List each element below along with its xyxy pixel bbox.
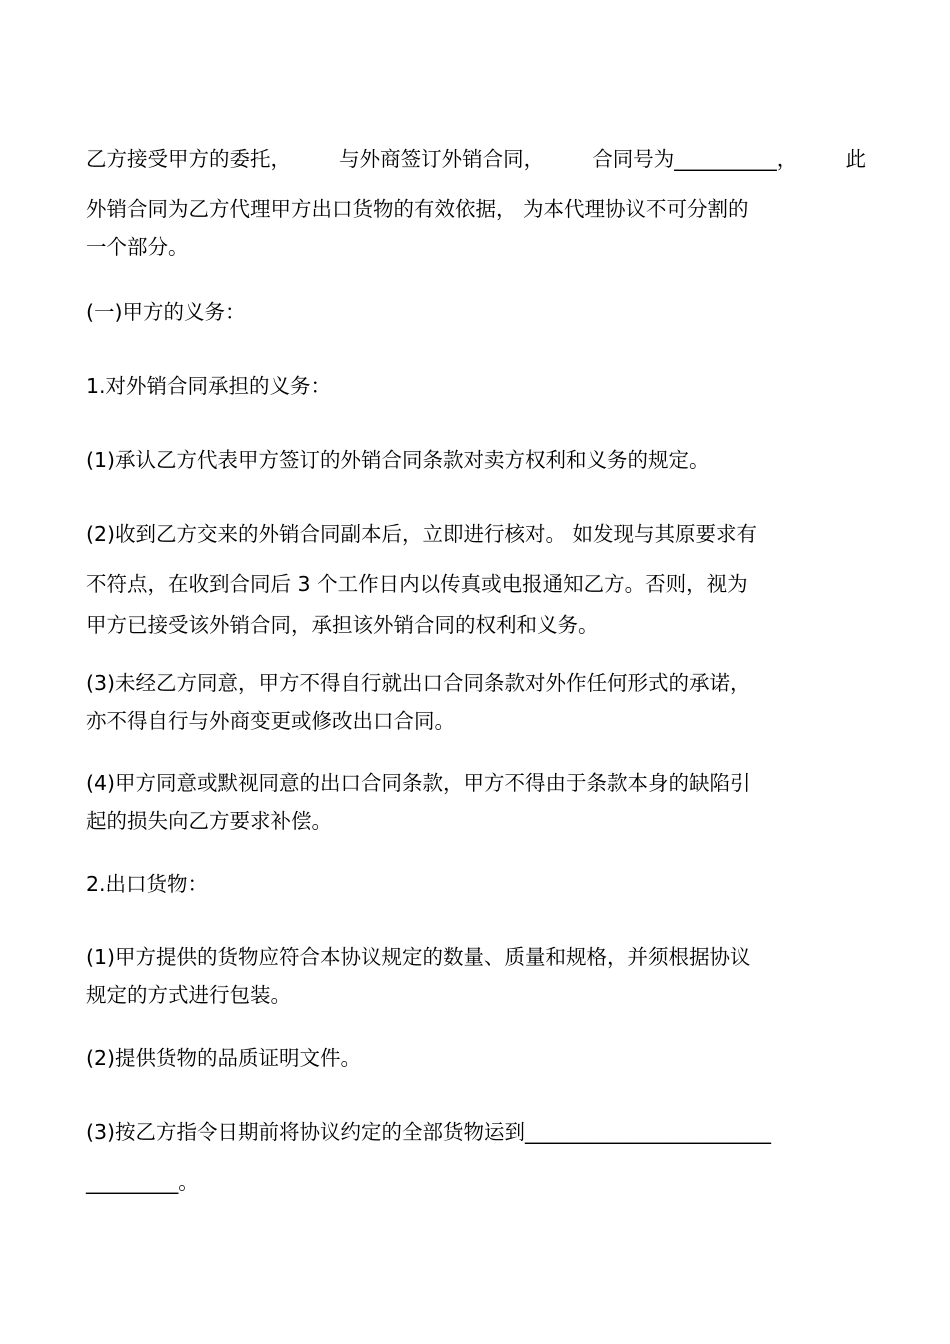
paragraph-line: 亦不得自行与外商变更或修改出口合同。 xyxy=(86,709,455,733)
paragraph-line: (2)收到乙方交来的外销合同副本后，立即进行核对。 如发现与其原要求有 xyxy=(86,522,758,546)
paragraph-line: 一个部分。 xyxy=(86,235,189,259)
subsection-heading-contract-obligations: 1.对外销合同承担的义务： xyxy=(86,374,332,398)
paragraph-line: (3)未经乙方同意，甲方不得自行就出口合同条款对外作任何形式的承诺， xyxy=(86,671,751,695)
clause-1-2 xyxy=(86,512,866,644)
clause-1-1: (1)承认乙方代表甲方签订的外销合同条款对卖方权利和义务的规定。 xyxy=(86,448,710,472)
clause-2-1 xyxy=(86,938,866,1014)
text-segment: 此 xyxy=(845,147,866,171)
paragraph-line: 外销合同为乙方代理甲方出口货物的有效依据， 为本代理协议不可分割的 xyxy=(86,197,749,221)
section-heading-party-a-obligations: (一)甲方的义务： xyxy=(86,300,246,324)
clause-2-2: (2)提供货物的品质证明文件。 xyxy=(86,1046,362,1070)
paragraph-line: (3)按乙方指令日期前将协议约定的全部货物运到________________________ xyxy=(86,1120,772,1144)
clause-2-3 xyxy=(86,1110,866,1204)
text-segment: 乙方接受甲方的委托， xyxy=(86,147,291,171)
paragraph-line: (1)甲方提供的货物应符合本协议规定的数量、质量和规格，并须根据协议 xyxy=(86,945,751,969)
text-segment: 合同号为__________， xyxy=(592,147,798,171)
paragraph-line: _________。 xyxy=(86,1170,199,1194)
text-segment: 与外商签订外销合同， xyxy=(339,147,545,171)
paragraph-line: 甲方已接受该外销合同，承担该外销合同的权利和义务。 xyxy=(86,613,599,637)
paragraph-line: (4)甲方同意或默视同意的出口合同条款，甲方不得由于条款本身的缺陷引 xyxy=(86,771,751,795)
clause-1-4 xyxy=(86,764,866,840)
paragraph-line: 规定的方式进行包装。 xyxy=(86,983,291,1007)
paragraph-line: 起的损失向乙方要求补偿。 xyxy=(86,809,332,833)
paragraph-line: 不符点，在收到合同后 3 个工作日内以传真或电报通知乙方。否则，视为 xyxy=(86,572,748,596)
paragraph-agency-contract xyxy=(86,140,866,266)
subsection-heading-export-goods: 2.出口货物： xyxy=(86,872,209,896)
clause-1-3 xyxy=(86,664,866,740)
paragraph-line xyxy=(86,140,866,178)
